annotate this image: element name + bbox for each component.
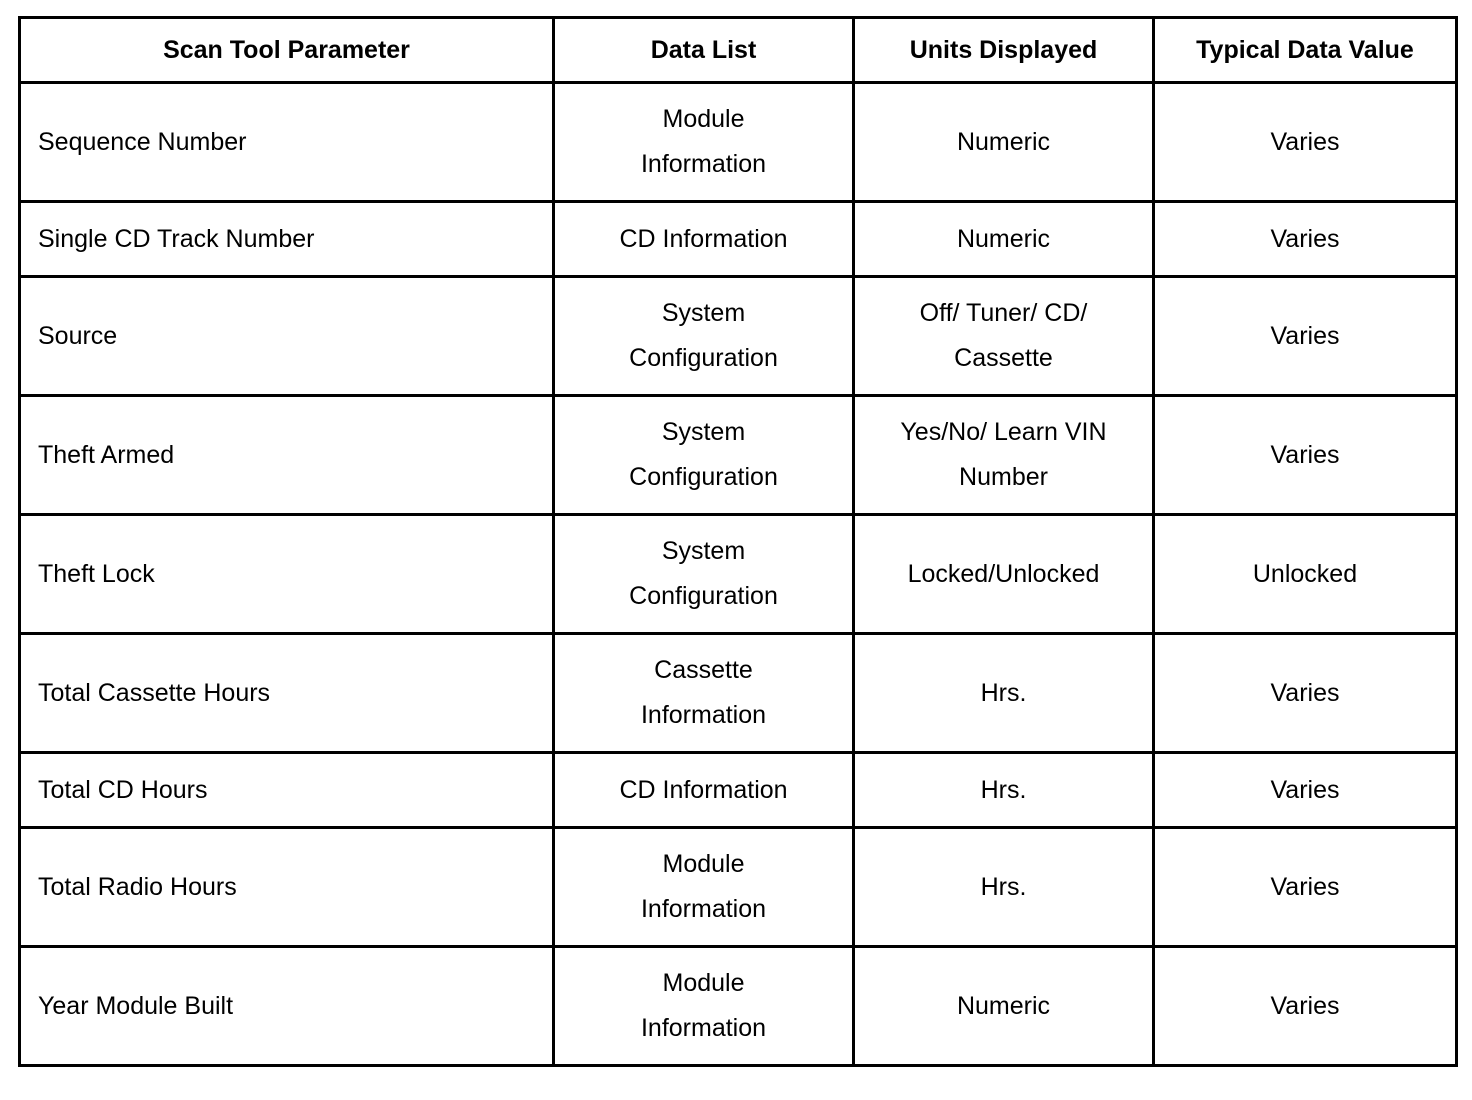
table-row <box>20 202 1457 277</box>
cell-units: Numeric <box>854 202 1154 277</box>
cell-data-list: Module Information <box>554 83 854 202</box>
table-row <box>20 396 1457 515</box>
cell-parameter: Single CD Track Number <box>20 202 554 277</box>
cell-units: Numeric <box>854 83 1154 202</box>
table-row <box>20 753 1457 828</box>
table-header-row <box>20 18 1457 83</box>
cell-typical-value: Varies <box>1154 202 1457 277</box>
table-row <box>20 83 1457 202</box>
cell-data-list: Cassette Information <box>554 634 854 753</box>
header-data-list: Data List <box>554 18 854 83</box>
cell-typical-value: Varies <box>1154 277 1457 396</box>
cell-data-list: Module Information <box>554 828 854 947</box>
cell-units: Yes/No/ Learn VIN Number <box>854 396 1154 515</box>
table-row <box>20 634 1457 753</box>
header-units-displayed: Units Displayed <box>854 18 1154 83</box>
cell-typical-value: Varies <box>1154 634 1457 753</box>
table-row <box>20 277 1457 396</box>
cell-typical-value: Varies <box>1154 83 1457 202</box>
cell-units: Off/ Tuner/ CD/ Cassette <box>854 277 1154 396</box>
cell-typical-value: Varies <box>1154 396 1457 515</box>
cell-typical-value: Varies <box>1154 947 1457 1066</box>
cell-parameter: Total Cassette Hours <box>20 634 554 753</box>
cell-units: Locked/Unlocked <box>854 515 1154 634</box>
cell-typical-value: Varies <box>1154 828 1457 947</box>
header-typical-data-value: Typical Data Value <box>1154 18 1457 83</box>
cell-parameter: Total Radio Hours <box>20 828 554 947</box>
scan-tool-data-table <box>18 16 1458 1067</box>
cell-data-list: System Configuration <box>554 515 854 634</box>
cell-data-list: CD Information <box>554 753 854 828</box>
cell-units: Hrs. <box>854 634 1154 753</box>
cell-parameter: Sequence Number <box>20 83 554 202</box>
cell-typical-value: Varies <box>1154 753 1457 828</box>
cell-parameter: Source <box>20 277 554 396</box>
cell-parameter: Theft Armed <box>20 396 554 515</box>
header-scan-tool-parameter: Scan Tool Parameter <box>20 18 554 83</box>
table-row <box>20 828 1457 947</box>
cell-data-list: System Configuration <box>554 396 854 515</box>
cell-typical-value: Unlocked <box>1154 515 1457 634</box>
cell-units: Hrs. <box>854 828 1154 947</box>
cell-units: Numeric <box>854 947 1154 1066</box>
cell-parameter: Year Module Built <box>20 947 554 1066</box>
cell-data-list: CD Information <box>554 202 854 277</box>
cell-units: Hrs. <box>854 753 1154 828</box>
cell-parameter: Theft Lock <box>20 515 554 634</box>
cell-data-list: System Configuration <box>554 277 854 396</box>
table-row <box>20 515 1457 634</box>
table-row <box>20 947 1457 1066</box>
cell-data-list: Module Information <box>554 947 854 1066</box>
cell-parameter: Total CD Hours <box>20 753 554 828</box>
